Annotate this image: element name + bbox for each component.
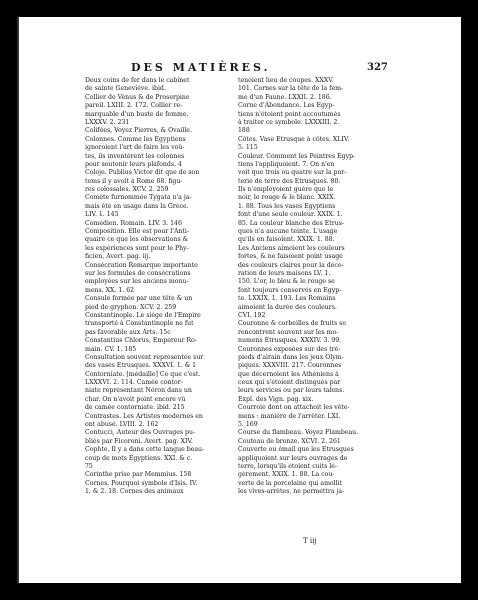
index-line: Coloje. Publius Victor dit que de son xyxy=(85,169,200,177)
index-line: Course du flambeau. Voyez Flambeau. xyxy=(238,429,359,437)
index-line: pour soutenir leurs plafonds. 4 xyxy=(85,160,182,168)
index-line: bliés par Ficoroni. Avert. pag. XIV. xyxy=(85,437,193,445)
index-line: Côtes. Vase Etrusque à côtes. XLIV. xyxy=(238,135,350,143)
page-number: 327 xyxy=(367,62,388,73)
index-line: pied de gryphon. XCV. 2. 259 xyxy=(85,303,177,311)
index-line: Colifées, Voyez Pierres, & Ovaille. xyxy=(85,127,192,135)
index-line: quaire ce que les observations & xyxy=(85,236,189,244)
index-line: 101. Cornes sur la tête de la fem- xyxy=(238,85,344,93)
index-line: niate représentant Néron dans un xyxy=(85,387,192,395)
index-line: Deux coins de fer dans le cabinet xyxy=(85,77,190,84)
index-line: tiens l'appliquoient. 7. On n'en xyxy=(238,160,335,168)
index-line: Consécration Remarque importante xyxy=(85,261,198,269)
index-line: marquable d'un buste de femme. xyxy=(85,110,189,118)
index-line: les expériences sont pour le Phy- xyxy=(85,244,189,252)
index-line: Ils n'employoient guère que le xyxy=(238,186,334,194)
index-line: ques n'a aucune teinte. L'usage xyxy=(238,228,338,236)
index-line: pas favorable aux Arts. 15c xyxy=(85,328,171,336)
index-line: de camée contorniate. ibid. 215 xyxy=(85,404,185,412)
index-line: Composition. Elle est pour l'Anti- xyxy=(85,228,189,236)
index-line: ont abusé. LVIII. 2. 162 xyxy=(85,421,159,429)
index-line: à traiter ce symbole. LXXXIII. 2. xyxy=(238,118,340,126)
index-line: 5. 115 xyxy=(238,144,258,152)
index-line: Constantinople. Le siège de l'Empire xyxy=(85,311,201,319)
index-line: des vases Etrusques. XXXVI. 1. & 1 xyxy=(85,362,197,370)
index-line: aimoient la durée des couleurs. xyxy=(238,303,337,311)
index-line: Couleur. Comment les Peintres Egyp- xyxy=(238,152,356,160)
index-line: ceux qui s'étoient distingués par xyxy=(238,379,341,387)
index-line: mens. XX. 1. 62 xyxy=(85,286,135,294)
index-line: ration de leurs maisons LV. 1. xyxy=(238,269,331,277)
index-line: Contorniate. [médaille] Ce que c'est. xyxy=(85,370,201,378)
index-line: sur les formules de consécrations xyxy=(85,269,191,277)
index-line: 85. La couleur blanche des Etrus- xyxy=(238,219,344,227)
index-line: Cornes. Pourquoi symbole d'Isis. IV. xyxy=(85,479,198,487)
index-line: 1. & 2. 18. Cornes des animaux xyxy=(85,488,184,496)
index-line: 5. 169 xyxy=(238,421,258,429)
index-line: leurs services ou par leurs talens. xyxy=(238,387,345,395)
index-line: tiens n'étoient point accoutumés xyxy=(238,110,341,118)
index-line: mais été en usage dans la Grèce. xyxy=(85,202,189,210)
index-line: Colonnes. Comme les Egyptiens xyxy=(85,135,186,143)
index-line: res colossales. XCV. 2. 259 xyxy=(85,186,169,194)
index-line: main. CV. 1. 185 xyxy=(85,345,137,353)
index-line: Consule formée par une tête & un xyxy=(85,295,193,303)
index-line: mens : manière de l'arrêter. LXI. xyxy=(238,412,341,420)
index-line: 1. 88. Tous les vases Egyptiens xyxy=(238,202,336,210)
index-line: les vives-arrêtes, ne permettra ja- xyxy=(238,488,345,496)
index-line: Expl. des Vign. pag. xix. xyxy=(238,395,314,403)
index-line: tenoient lieu de coupes. XXXV. xyxy=(238,77,334,84)
index-line: noir, le rouge & le blanc. XXIX. xyxy=(238,194,336,202)
index-column-left xyxy=(85,77,259,497)
index-line: qu'ils en faisoient. XXIX. 1. 88. xyxy=(238,236,335,244)
index-line: des couleurs claires pour la déco- xyxy=(238,261,344,269)
index-line: employées sur les anciens monu- xyxy=(85,278,189,286)
index-line: tes, ils inventèrent les colonnes xyxy=(85,152,185,160)
index-line: font toujours conservés en Egyp- xyxy=(238,286,342,294)
page-spine-edge xyxy=(17,17,19,583)
index-line: que décernoient les Athéniens à xyxy=(238,370,339,378)
index-line: pieds d'airain dans les jeux Olym- xyxy=(238,353,344,361)
index-line: pareil. LXIII. 2. 172. Collier re- xyxy=(85,102,183,110)
header-title: DES MATIÈRES. xyxy=(131,61,271,74)
index-line: LIV. 1. 145 xyxy=(85,211,119,219)
index-line: Couverte ou émail que les Etrusques xyxy=(238,446,354,454)
index-line: LXXXV. 2. 231 xyxy=(85,118,130,126)
index-line: Cophte. Il y a dans cette langue beau- xyxy=(85,446,205,454)
index-line: Contrastes. Les Artistes modernes en xyxy=(85,412,203,420)
index-line: voit que trois ou quatre sur la por- xyxy=(238,169,347,177)
index-line: 188 xyxy=(238,127,250,135)
book-page xyxy=(17,17,461,583)
index-line: Comédien. Romain. LIV. 3. 146 xyxy=(85,219,182,227)
index-line: LXXXVI. 2. 114. Camée contor- xyxy=(85,379,183,387)
index-line: Contucci, Auteur des Ouvrages pu- xyxy=(85,429,196,437)
index-line: ficien, Avert. pag. iij. xyxy=(85,253,151,261)
index-line: fortes, & ne faisoient point usage xyxy=(238,253,343,261)
running-header xyxy=(17,61,461,75)
index-line: font d'une seule couleur. XXIX. 1. xyxy=(238,211,343,219)
signature-mark: T iij xyxy=(303,537,317,545)
index-line: tems il y avoit à Rome 88. figu- xyxy=(85,177,183,185)
index-line: Couronne & corbeilles de fruits se xyxy=(238,320,346,328)
index-column-right xyxy=(238,77,412,497)
index-line: te. LXXIX. 1. 193. Les Romains xyxy=(238,295,336,303)
index-line: Collier de Vénus & de Proserpine xyxy=(85,93,190,101)
index-line: Consultation souvent représentée sur xyxy=(85,353,204,361)
index-line: 150. L'or, le bleu & le rouge se xyxy=(238,278,335,286)
index-line: Corne d'Abondance. Les Egyp- xyxy=(238,102,335,110)
index-line: Corinthe prise par Memmius. 158 xyxy=(85,471,192,479)
index-line: Courroie dont on attachoit les vête- xyxy=(238,404,350,412)
index-line: numens Etrusques. XXXIV. 3. 99. xyxy=(238,337,342,345)
index-line: terie de terre des Etrusques. 80. xyxy=(238,177,341,185)
index-line: ignoroient l'art de faire les voû- xyxy=(85,144,185,152)
index-line: Comète furnommée Tygata n'a ja- xyxy=(85,194,192,202)
index-line: Constantius Chlorus, Empereur Ro- xyxy=(85,337,197,345)
index-line: Les Anciens aimoient les couleurs xyxy=(238,244,345,252)
index-line: me d'un Faune. LXXII. 2. 186. xyxy=(238,93,332,101)
index-line: Couteau de bronze. XCVI. 2. 261 xyxy=(238,437,341,445)
index-line: coup de mots Egyptiens. XXI. & c. xyxy=(85,454,193,462)
index-line: transporté à Constantinople ne fut xyxy=(85,320,194,328)
index-line: Couronnes exposées sur des tré- xyxy=(238,345,341,353)
index-line: 75 xyxy=(85,462,93,470)
index-line: verte de la porcelaine qui amollit xyxy=(238,479,343,487)
index-line: piques. XXXVIII. 217. Couronnes xyxy=(238,362,342,370)
index-line: de sainte Geneviève. ibid. xyxy=(85,85,166,93)
index-line: terre, lorsqu'ils étoient cuits lé- xyxy=(238,462,337,470)
index-line: appliquoient sur leurs ouvrages de xyxy=(238,454,348,462)
index-line: CVI. 192 xyxy=(238,311,266,319)
index-line: char. On n'avoit point encore vû xyxy=(85,395,186,403)
index-line: gèrement. XXIX. 1. 88. La cou- xyxy=(238,471,335,479)
index-line: rencontrent souvent sur les mo- xyxy=(238,328,339,336)
